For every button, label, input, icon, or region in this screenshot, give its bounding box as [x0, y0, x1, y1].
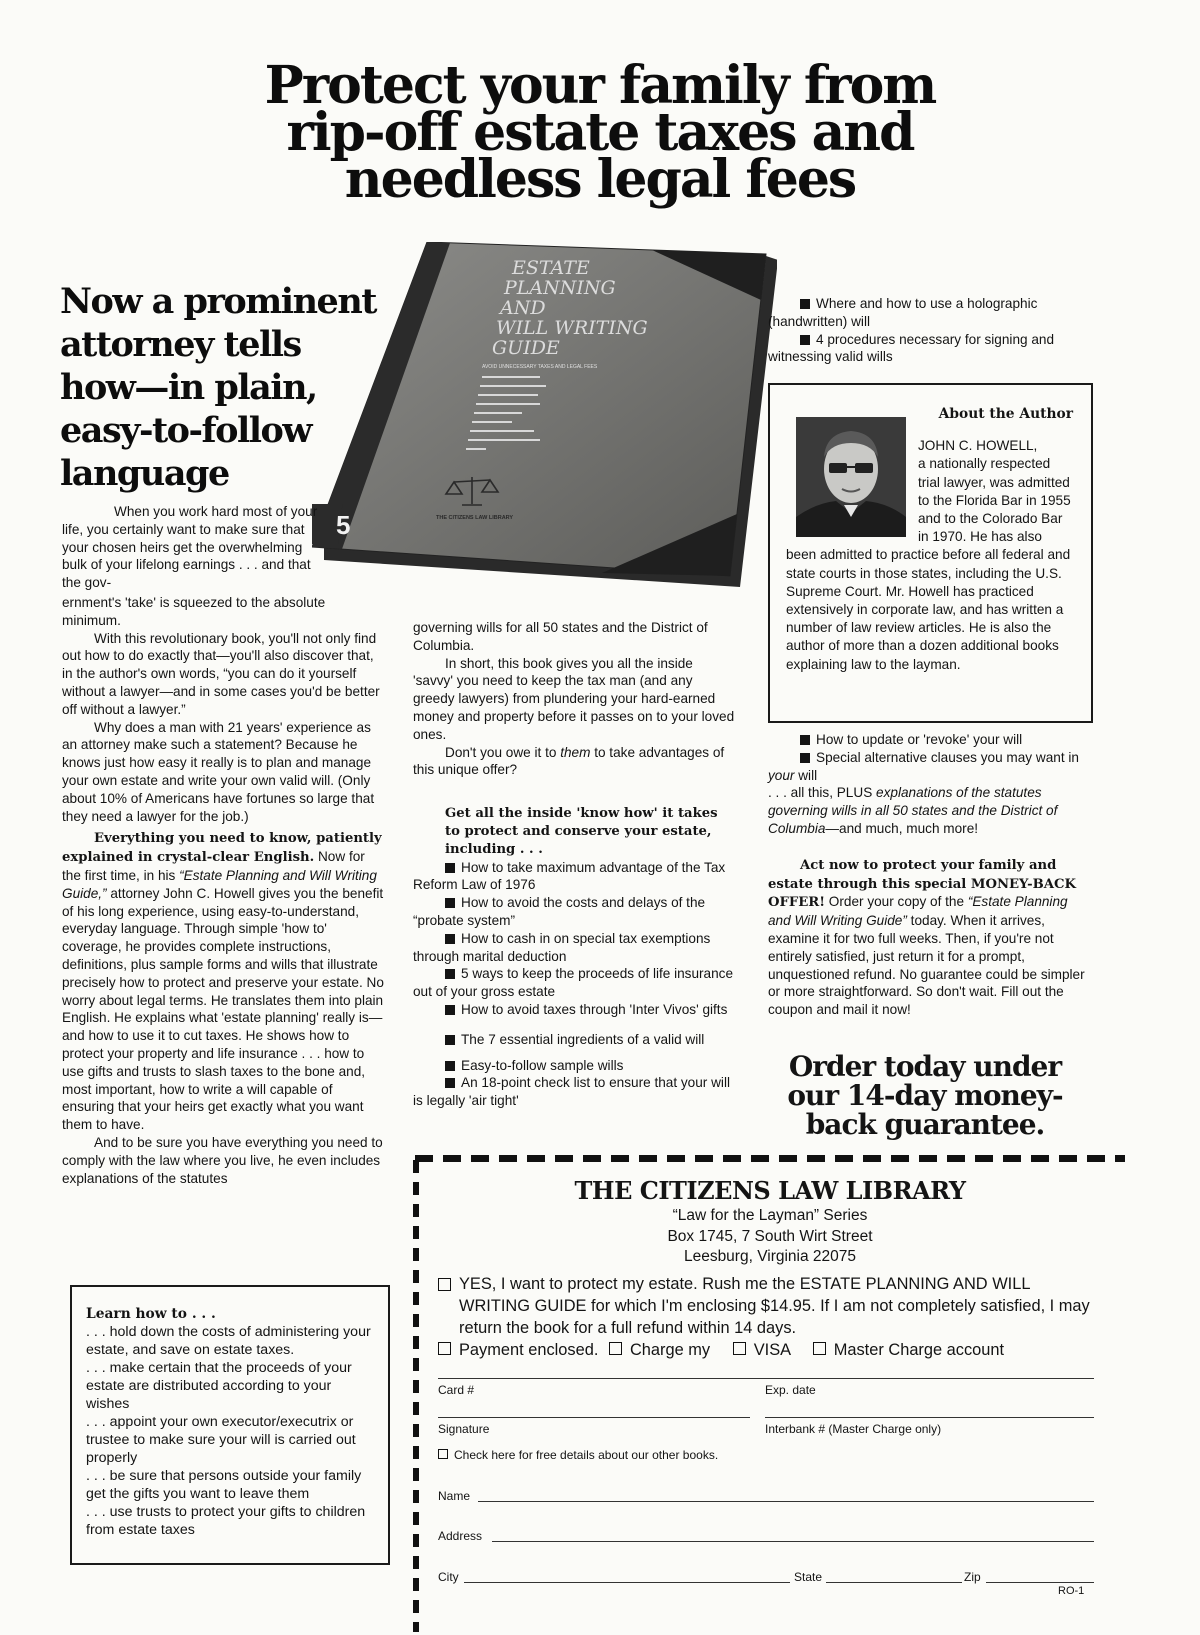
payment-enclosed-checkbox[interactable]: [438, 1342, 451, 1355]
headline-line-1: Protect your family from: [264, 55, 936, 116]
headline-line-2: rip-off estate taxes and: [286, 102, 914, 163]
square-bullet-icon: [445, 898, 455, 908]
learn-item: . . . be sure that persons outside your family get the gifts you want to leave them: [86, 1468, 362, 1502]
state-label: State: [794, 1570, 823, 1584]
square-bullet-icon: [445, 863, 455, 873]
address-field[interactable]: [492, 1541, 1094, 1542]
right-bullet: 4 procedures necessary for signing and witnessing valid wills: [768, 331, 1055, 365]
ad-code: RO-1: [1058, 1585, 1085, 1597]
square-bullet-icon: [800, 299, 810, 309]
zip-label: Zip: [964, 1570, 981, 1584]
subhead-line-3: how—in plain,: [60, 367, 317, 408]
learn-item: . . . appoint your own executor/executrix or trustee to make sure your will is carried out properly: [86, 1414, 356, 1466]
visa-checkbox[interactable]: [733, 1342, 746, 1355]
book-illustration: [312, 242, 777, 587]
intro-paragraph-3: Why does a man with 21 years' experience as an attorney make such a statement? Because he knows just how easy it really is to plan and manage your own estate and write your own valid will. (Only about 10% of Americans have fortunes so large that they need a lawyer for the job.): [62, 719, 375, 824]
right-top-bullets: [768, 295, 1088, 366]
square-bullet-icon: [445, 1061, 455, 1071]
middle-column: [413, 619, 735, 1110]
divider: [438, 1378, 1094, 1379]
subhead-line-4: easy-to-follow: [60, 410, 312, 451]
intro-paragraph-5: And to be sure you have everything you need to comply with the law where you live, he even includes explanations of the statutes: [62, 1134, 383, 1186]
card-number-field[interactable]: [438, 1417, 750, 1418]
learn-how-box: [70, 1285, 390, 1565]
address-label: Address: [438, 1529, 483, 1543]
exp-date-label: Exp. date: [765, 1383, 816, 1397]
middle-bullet: How to take maximum advantage of the Tax Reform Law of 1976: [413, 859, 726, 893]
state-field[interactable]: [826, 1582, 962, 1583]
book-subtitle: AVOID UNNECESSARY TAXES AND LEGAL FEES: [482, 364, 598, 370]
coupon-dashed-border-left: [413, 1160, 419, 1632]
square-bullet-icon: [445, 1078, 455, 1088]
book-title-2: PLANNING: [504, 277, 616, 299]
book-title-5: GUIDE: [492, 337, 560, 359]
author-photo: [796, 417, 906, 537]
right-bullet: Special alternative clauses you may want in your will: [768, 749, 1079, 783]
middle-paragraph-3: Don't you owe it to them to take advantages of this unique offer?: [413, 744, 725, 778]
subhead-line-1: Now a prominent: [60, 281, 376, 322]
coupon-order-form: [438, 1273, 1103, 1361]
intro-paragraph-4: Everything you need to know, patiently explained in crystal-clear English. Now for the first time, in his “Estate Planning and Will Writing Guide,” attorney John C. Howell gives you the benefit of his long experience, using easy-to-understand, everyday language. Through simple 'how to' coverage, he provides complete instructions, definitions, plus sample forms and wills that illustrate precisely how to protect and preserve your estate. No worry about legal terms. He translates them into plain English. He explains what 'estate planning' really is—and how to use it to cut taxes. He shows how to protect your property and life insurance . . . how to use gifts and trusts to slash taxes to the bone and, most important, how to write a will capable of ensuring that your heirs get exactly what you want them to have.: [62, 831, 384, 1133]
intro-paragraph-2: With this revolutionary book, you'll not only find out how to do exactly that—you'll also discover that, in the author's own words, “you can do it yourself without a lawyer—and in some cases you'd be better off without a lawyer.”: [62, 630, 380, 717]
signature-label: Signature: [438, 1422, 490, 1436]
right-bullet: How to update or 'revoke' your will: [768, 731, 1088, 749]
right-bullet: Where and how to use a holographic (handwritten) will: [768, 296, 1038, 329]
subhead-line-2: attorney tells: [60, 324, 301, 365]
zip-field[interactable]: [986, 1582, 1094, 1583]
middle-bullet: How to cash in on special tax exemptions through marital deduction: [413, 930, 711, 964]
right-bottom-column: [768, 731, 1088, 1019]
plus-text: . . . all this, PLUS explanations of the statutes governing wills in all 50 states and the District of Columbia—and much, much more!: [768, 785, 1058, 836]
middle-bullet: How to avoid taxes through 'Inter Vivos' gifts: [413, 1001, 735, 1019]
intro-paragraph-1b: ernment's 'take' is squeezed to the absolute minimum.: [62, 595, 326, 628]
book-title-4: WILL WRITING: [496, 317, 648, 339]
headline-line-3: needless legal fees: [344, 149, 856, 210]
square-bullet-icon: [800, 753, 810, 763]
charge-checkbox[interactable]: [609, 1342, 622, 1355]
middle-heading: Get all the inside 'know how' it takes to protect and conserve your estate, including . . .: [445, 806, 718, 857]
learn-heading: Learn how to . . .: [86, 1306, 216, 1322]
middle-paragraph-2: In short, this book gives you all the inside 'savvy' you need to keep the tax man (and any greedy lawyers) from plundering your hard-earned money and property before it passes on to your loved ones.: [413, 655, 735, 742]
book-title-1: ESTATE: [512, 257, 590, 279]
intro-paragraph-1a: When you work hard most of your life, you certainly want to make sure that your chosen heirs get the overwhelming bulk of your lifelong earnings . . . and that the gov-: [62, 504, 318, 591]
intro-column: [62, 594, 387, 1187]
author-bio: a nationally respected trial lawyer, was admitted to the Florida Bar in 1955 and to the Colorado Bar in 1970. He has also been admitted to practice before all federal and state courts in those states, including the U.S. Supreme Court. Mr. Howell has practiced extensively in corporate law, and has written a number of law review articles. He is also the author of more than a dozen additional books explaining law to the layman.: [786, 456, 1071, 672]
square-bullet-icon: [800, 335, 810, 345]
book-title-3: AND: [500, 297, 546, 319]
yes-checkbox[interactable]: [438, 1278, 451, 1291]
yes-option[interactable]: YES, I want to protect my estate. Rush me the ESTATE PLANNING AND WILL WRITING GUIDE for which I'm enclosing $14.95. If I am not completely satisfied, I may return the book for a full refund within 14 days.: [438, 1273, 1103, 1339]
book-number: 5: [336, 510, 351, 540]
headline: [150, 55, 1050, 210]
city-field[interactable]: [464, 1582, 790, 1583]
middle-bullet: An 18-point check list to ensure that your will is legally 'air tight': [413, 1075, 730, 1109]
master-charge-checkbox[interactable]: [813, 1342, 826, 1355]
subhead-line-5: language: [60, 453, 229, 494]
payment-options: Payment enclosed. Charge my VISA Master Charge account: [438, 1339, 1103, 1361]
act-now-paragraph: Act now to protect your family and estate through this special MONEY-BACK OFFER! Order your copy of the “Estate Planning and Will Writing Guide” today. When it arrives, examine it for two full weeks. Then, if you're not entirely satisfied, just return it for a prompt, unquestioned refund. No guarantee could be simpler or more straightforward. So don't wait. Fill out the coupon and mail it now!: [768, 857, 1085, 1018]
middle-bullet: 5 ways to keep the proceeds of life insurance out of your gross estate: [413, 966, 734, 1000]
card-label: Card #: [438, 1383, 475, 1397]
square-bullet-icon: [445, 1035, 455, 1045]
square-bullet-icon: [800, 735, 810, 745]
square-bullet-icon: [445, 934, 455, 944]
exp-date-field[interactable]: [765, 1417, 1094, 1418]
learn-item: . . . make certain that the proceeds of your estate are distributed according to your wishes: [86, 1360, 352, 1412]
coupon-title: THE CITIZENS LAW LIBRARY: [574, 1176, 966, 1205]
name-field[interactable]: [478, 1501, 1094, 1502]
middle-bullet: How to avoid the costs and delays of the “probate system”: [413, 895, 706, 928]
author-heading: About the Author: [938, 406, 1073, 422]
author-name: JOHN C. HOWELL,: [918, 438, 1038, 454]
free-details-option[interactable]: Check here for free details about our other books.: [438, 1448, 718, 1462]
about-author-box: [768, 383, 1093, 723]
square-bullet-icon: [445, 1005, 455, 1015]
free-details-checkbox[interactable]: [438, 1449, 448, 1459]
city-label: City: [438, 1570, 459, 1584]
book-publisher: THE CITIZENS LAW LIBRARY: [436, 515, 514, 521]
order-today-callout: Order today under our 14-day money- back guarantee.: [787, 1050, 1063, 1141]
learn-item: . . . use trusts to protect your gifts to children from estate taxes: [86, 1504, 366, 1538]
interbank-label: Interbank # (Master Charge only): [765, 1422, 942, 1436]
square-bullet-icon: [445, 969, 455, 979]
middle-bullet: Easy-to-follow sample wills: [413, 1057, 735, 1075]
name-label: Name: [438, 1489, 471, 1503]
middle-paragraph-1: governing wills for all 50 states and the District of Columbia.: [413, 620, 708, 653]
coupon-address: “Law for the Layman” Series Box 1745, 7 South Wirt Street Leesburg, Virginia 22075: [667, 1207, 873, 1265]
learn-item: . . . hold down the costs of administering your estate, and save on estate taxes.: [86, 1324, 371, 1358]
middle-bullet: The 7 essential ingredients of a valid will: [413, 1031, 735, 1049]
coupon-dashed-border-top: [415, 1155, 1125, 1162]
